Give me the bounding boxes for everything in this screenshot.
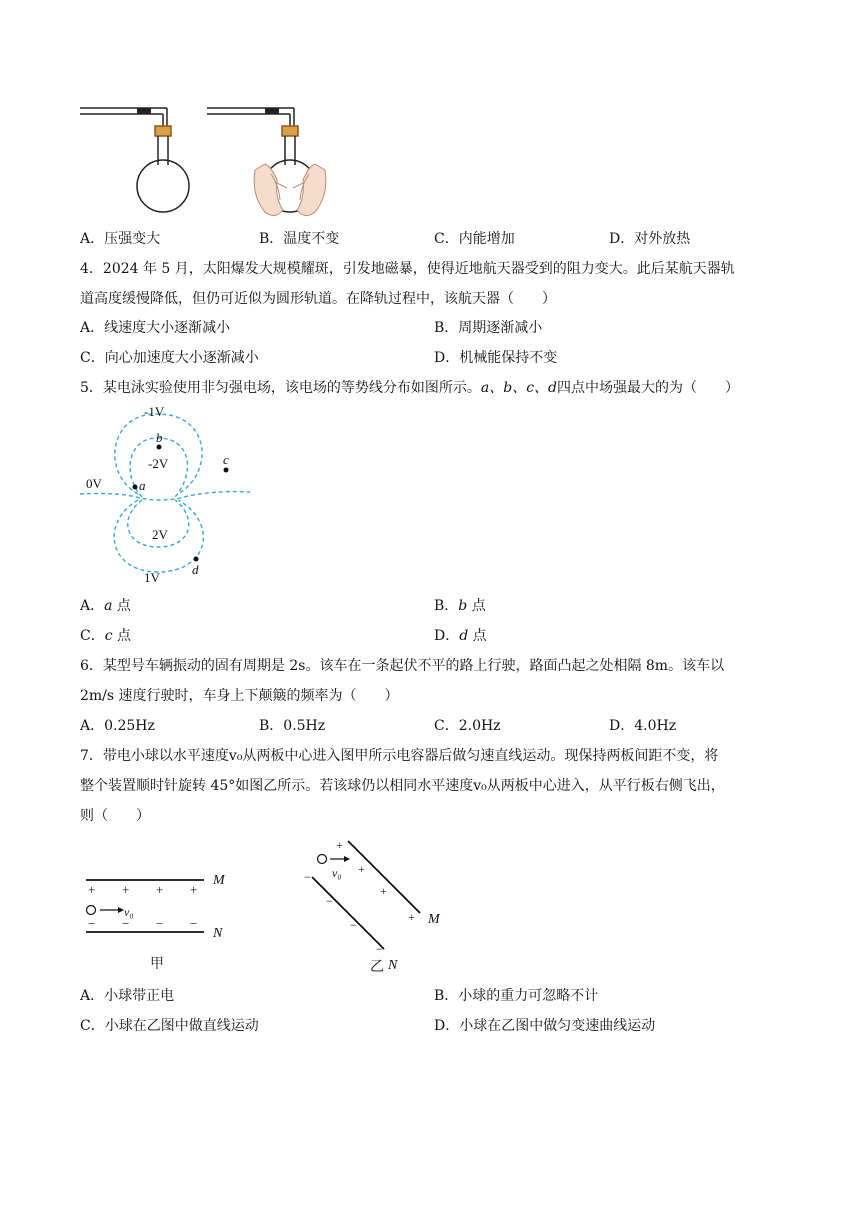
q5-option-c[interactable]: [80, 625, 131, 645]
ball-icon: [87, 906, 96, 915]
label-0v: 0V: [86, 476, 102, 491]
label-2v: 2V: [152, 527, 168, 542]
label-minus-1v: -1V: [144, 404, 165, 419]
q4-stem-line2: 道高度缓慢降低，但仍可近似为圆形轨道。在降轨过程中，该航天器（ ）: [80, 291, 556, 307]
point-b: [157, 445, 162, 450]
q5-option-d[interactable]: [434, 625, 487, 645]
label-m: M: [213, 873, 225, 888]
q4-option-d[interactable]: D．机械能保持不变: [434, 350, 558, 366]
label-m-rotated: M: [428, 912, 440, 927]
q5-option-a-suffix: 点: [112, 598, 131, 614]
q6-stem-line2: 2m/s 速度行驶时，车身上下颠簸的频率为（ ）: [80, 688, 399, 704]
plus-1: +: [88, 882, 96, 897]
minus-4: −: [190, 916, 198, 931]
q5-stem-pre: 5．某电泳实验使用非匀强电场，该电场的等势线分布如图所示。: [80, 380, 481, 396]
arrowhead-icon-rotated: [344, 856, 350, 862]
q5-option-b[interactable]: [434, 595, 486, 615]
q6-option-a[interactable]: A．0.25Hz: [80, 718, 155, 734]
q5-stem-vars: a、b、c、d: [480, 380, 558, 396]
point-a: [133, 485, 138, 490]
minus-r2: −: [326, 894, 333, 908]
equipotential-lines: [80, 414, 250, 572]
label-n: N: [213, 926, 223, 941]
flask-figure: [75, 100, 335, 225]
minus-r3: −: [350, 918, 357, 932]
point-d: [194, 557, 199, 562]
label-c: c: [223, 452, 229, 467]
label-minus-2v: -2V: [148, 456, 169, 471]
plus-r4: +: [408, 910, 415, 924]
caption-yi: 乙: [370, 960, 384, 975]
equipotential-figure: [80, 402, 250, 587]
q3-option-d[interactable]: D．对外放热: [609, 231, 691, 247]
q5-stem: [80, 377, 739, 397]
label-a: a: [139, 478, 146, 493]
q3-option-b[interactable]: B．温度不变: [259, 231, 340, 247]
q5-option-b-letter: B．: [434, 598, 459, 614]
q5-option-d-suffix: 点: [468, 628, 487, 644]
q5-option-b-suffix: 点: [467, 598, 486, 614]
plate-m-rotated: [348, 841, 420, 913]
minus-2: −: [122, 916, 130, 931]
q6-option-d[interactable]: D．4.0Hz: [609, 718, 677, 734]
q5-option-a[interactable]: [80, 595, 131, 615]
caption-jia: 甲: [150, 957, 164, 972]
plus-r3: +: [380, 884, 387, 898]
plus-2: +: [122, 882, 130, 897]
q4-option-c[interactable]: C．向心加速度大小逐渐减小: [80, 350, 259, 366]
flask-right-tube-mark: [265, 108, 279, 114]
plus-r1: +: [336, 838, 343, 852]
hands-icon: [254, 164, 326, 216]
q4-option-a[interactable]: A．线速度大小逐渐减小: [80, 320, 231, 336]
q3-option-c[interactable]: C．内能增加: [434, 231, 515, 247]
q7-option-b[interactable]: B．小球的重力可忽略不计: [434, 988, 599, 1004]
q7-option-d[interactable]: D．小球在乙图中做匀变速曲线运动: [434, 1018, 656, 1034]
ball-icon-rotated: [318, 855, 327, 864]
q5-option-c-letter: C．: [80, 628, 105, 644]
plus-3: +: [156, 882, 164, 897]
label-v0: v₀: [124, 905, 134, 919]
capacitor-figure-yi: [300, 835, 460, 980]
q5-option-c-suffix: 点: [112, 628, 132, 644]
minus-r1: −: [304, 870, 311, 884]
q5-option-a-letter: A．: [80, 598, 105, 614]
q7-option-c[interactable]: C．小球在乙图中做直线运动: [80, 1018, 259, 1034]
label-1v: 1V: [144, 570, 160, 585]
q5-option-c-var: c: [104, 628, 113, 644]
q5-option-d-letter: D．: [434, 628, 460, 644]
q7-stem-line2: 整个装置顺时针旋转 45°如图乙所示。若该球仍以相同水平速度v₀从两板中心进入，从平行板右侧飞出，: [80, 778, 725, 794]
q5-stem-post: 四点中场强最大的为（ ）: [557, 380, 740, 396]
q7-stem-line1: 7．带电小球以水平速度v₀从两板中心进入图甲所示电容器后做匀速直线运动。现保持两板间距不变，将: [80, 748, 719, 764]
label-d: d: [192, 562, 199, 577]
q4-option-b[interactable]: B．周期逐渐减小: [434, 320, 543, 336]
plate-n-rotated: [312, 877, 384, 949]
point-c: [224, 468, 229, 473]
q4-stem-line1: 4．2024 年 5 月，太阳爆发大规模耀斑，引发地磁暴，使得近地航天器受到的阻力变大。此后某航天器轨: [80, 261, 735, 277]
q7-option-a[interactable]: A．小球带正电: [80, 988, 175, 1004]
q6-stem-line1: 6．某型号车辆振动的固有周期是 2s。该车在一条起伏不平的路上行驶，路面凸起之处相隔 8m。该车以: [80, 658, 725, 674]
q5-option-d-var: d: [459, 628, 469, 644]
minus-r4: −: [376, 942, 383, 956]
minus-1: −: [88, 916, 96, 931]
label-b: b: [156, 430, 163, 445]
capacitor-figure-jia: [80, 872, 240, 977]
flask-left: [80, 108, 189, 212]
flask-left-tube-mark: [137, 108, 151, 114]
label-v0-rotated: v₀: [332, 866, 342, 880]
q6-option-c[interactable]: C．2.0Hz: [434, 718, 501, 734]
plus-r2: +: [358, 862, 365, 876]
q7-stem-line3: 则（ ）: [80, 808, 150, 824]
plus-4: +: [190, 882, 198, 897]
q5-option-a-var: a: [104, 598, 113, 614]
q5-option-b-var: b: [458, 598, 468, 614]
minus-3: −: [156, 916, 164, 931]
q3-option-a[interactable]: A．压强变大: [80, 231, 161, 247]
label-n-rotated: N: [388, 958, 398, 973]
q6-option-b[interactable]: B．0.5Hz: [259, 718, 326, 734]
